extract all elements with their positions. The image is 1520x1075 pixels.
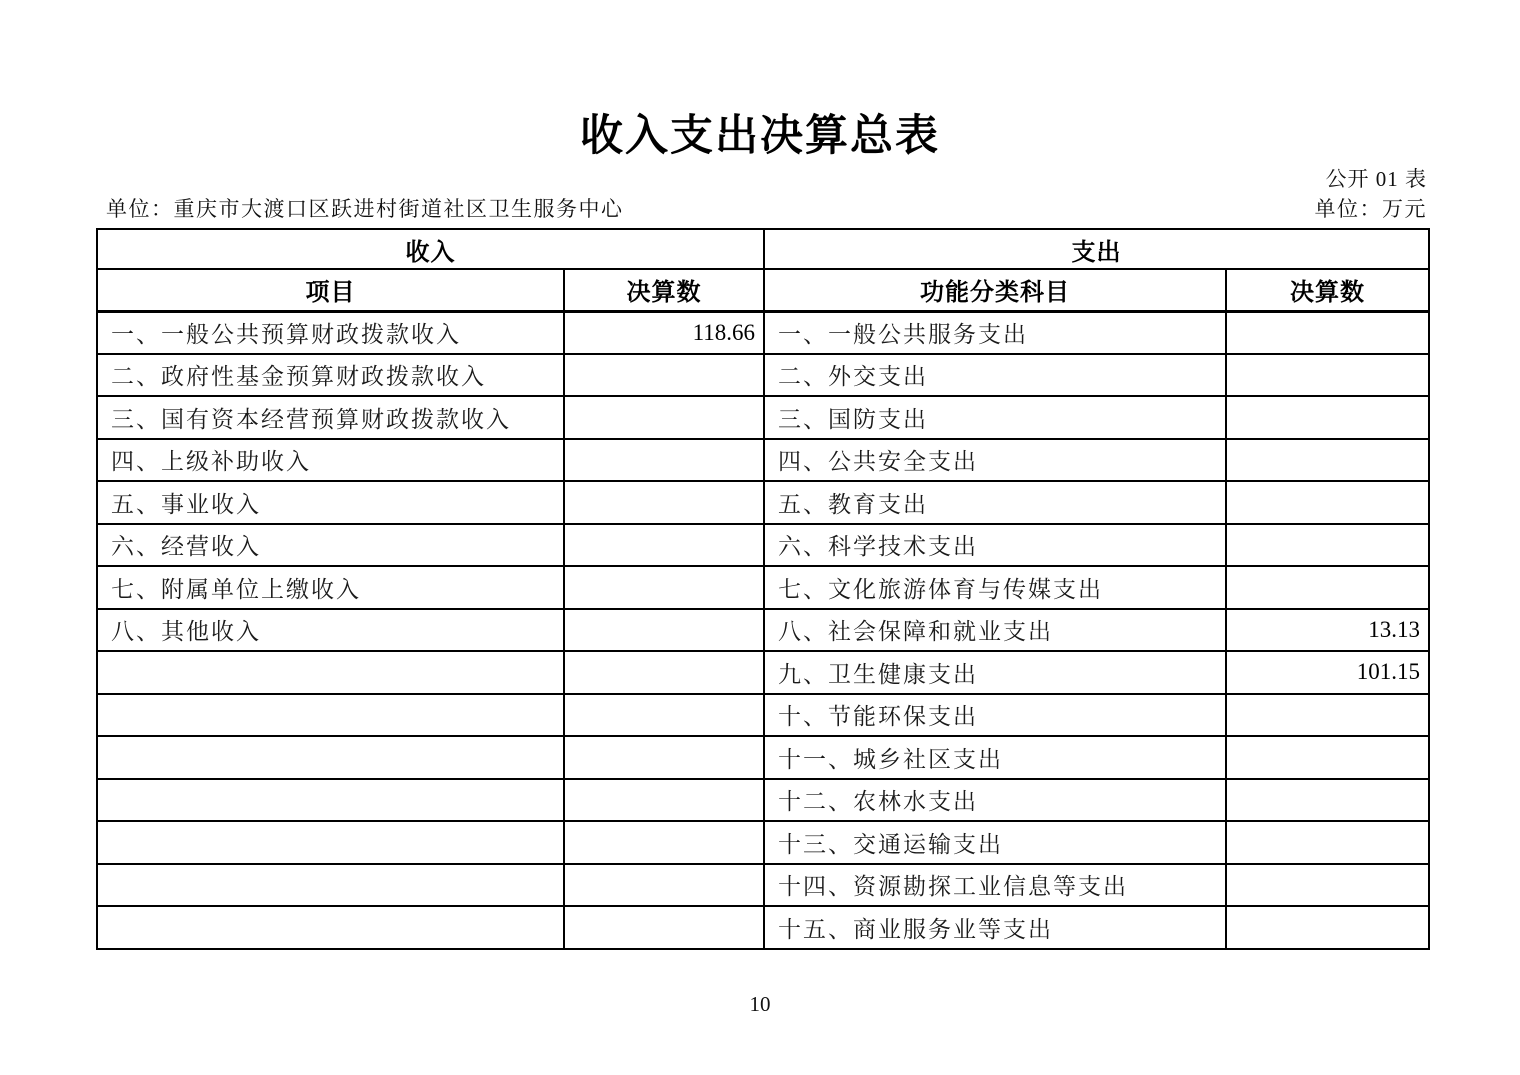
expense-amount-cell [1226, 396, 1429, 439]
unit-currency-right: 单位：万元 [1314, 197, 1427, 221]
income-amount-column-header: 决算数 [564, 269, 764, 311]
expense-section-header: 支出 [764, 229, 1429, 269]
table-row [97, 736, 1429, 779]
income-item-cell: 七、附属单位上缴收入 [97, 566, 564, 609]
table-row [97, 609, 1429, 652]
expense-item-cell: 七、文化旅游体育与传媒支出 [764, 566, 1226, 609]
income-amount-cell [564, 481, 764, 524]
expense-item-cell: 六、科学技术支出 [764, 524, 1226, 567]
income-item-cell [97, 736, 564, 779]
expense-item-cell: 十三、交通运输支出 [764, 821, 1226, 864]
income-item-cell: 一、一般公共预算财政拨款收入 [97, 311, 564, 354]
income-item-cell: 四、上级补助收入 [97, 439, 564, 482]
expense-item-cell: 一、一般公共服务支出 [764, 311, 1226, 354]
expense-item-cell: 十四、资源勘探工业信息等支出 [764, 864, 1226, 907]
income-item-column-header: 项目 [97, 269, 564, 311]
income-amount-cell [564, 439, 764, 482]
table-row [97, 481, 1429, 524]
table-row [97, 524, 1429, 567]
expense-item-cell: 八、社会保障和就业支出 [764, 609, 1226, 652]
expense-amount-cell [1226, 439, 1429, 482]
expense-item-cell: 九、卫生健康支出 [764, 651, 1226, 694]
table-row [97, 566, 1429, 609]
expense-item-cell: 十、节能环保支出 [764, 694, 1226, 737]
expense-amount-cell [1226, 524, 1429, 567]
expense-amount-cell [1226, 566, 1429, 609]
table-row [97, 439, 1429, 482]
table-row [97, 694, 1429, 737]
expense-amount-cell [1226, 821, 1429, 864]
unit-name-left: 单位：重庆市大渡口区跃进村街道社区卫生服务中心 [106, 197, 624, 221]
income-item-cell [97, 864, 564, 907]
expense-amount-cell [1226, 311, 1429, 354]
expense-amount-cell [1226, 779, 1429, 822]
expense-amount-cell: 101.15 [1226, 651, 1429, 694]
income-item-cell: 三、国有资本经营预算财政拨款收入 [97, 396, 564, 439]
income-section-header: 收入 [97, 229, 764, 269]
income-amount-cell [564, 694, 764, 737]
expense-amount-cell [1226, 694, 1429, 737]
expense-amount-cell [1226, 354, 1429, 397]
income-item-cell [97, 694, 564, 737]
income-amount-cell [564, 396, 764, 439]
expense-amount-column-header: 决算数 [1226, 269, 1429, 311]
expense-item-cell: 十一、城乡社区支出 [764, 736, 1226, 779]
table-row [97, 906, 1429, 949]
income-item-cell [97, 821, 564, 864]
income-amount-cell [564, 609, 764, 652]
column-header-row [97, 269, 1429, 311]
expense-item-cell: 十二、农林水支出 [764, 779, 1226, 822]
doc-form-label: 公开 01 表 [1325, 167, 1427, 191]
table-row [97, 821, 1429, 864]
income-amount-cell [564, 736, 764, 779]
page-title: 收入支出决算总表 [580, 112, 940, 160]
income-amount-cell [564, 821, 764, 864]
income-amount-cell [564, 354, 764, 397]
expense-amount-cell [1226, 864, 1429, 907]
expense-amount-cell [1226, 736, 1429, 779]
income-item-cell: 五、事业收入 [97, 481, 564, 524]
income-amount-cell [564, 779, 764, 822]
income-item-cell: 六、经营收入 [97, 524, 564, 567]
expense-amount-cell [1226, 481, 1429, 524]
income-item-cell [97, 779, 564, 822]
table-row [97, 864, 1429, 907]
expense-item-column-header: 功能分类科目 [764, 269, 1226, 311]
income-item-cell [97, 651, 564, 694]
income-amount-cell [564, 524, 764, 567]
expense-item-cell: 三、国防支出 [764, 396, 1226, 439]
expense-item-cell: 二、外交支出 [764, 354, 1226, 397]
expense-item-cell: 五、教育支出 [764, 481, 1226, 524]
table-body [97, 311, 1429, 949]
income-item-cell [97, 906, 564, 949]
table-row [97, 354, 1429, 397]
section-header-row [97, 229, 1429, 269]
income-amount-cell [564, 566, 764, 609]
expense-amount-cell [1226, 906, 1429, 949]
table-row [97, 651, 1429, 694]
unit-line [106, 193, 1427, 223]
budget-table [96, 228, 1430, 950]
table-row [97, 396, 1429, 439]
expense-amount-cell: 13.13 [1226, 609, 1429, 652]
income-item-cell: 八、其他收入 [97, 609, 564, 652]
income-amount-cell [564, 906, 764, 949]
page-number: 10 [749, 992, 771, 1016]
income-amount-cell [564, 864, 764, 907]
income-amount-cell: 118.66 [564, 311, 764, 354]
table-row [97, 311, 1429, 354]
income-amount-cell [564, 651, 764, 694]
expense-item-cell: 四、公共安全支出 [764, 439, 1226, 482]
table-row [97, 779, 1429, 822]
income-item-cell: 二、政府性基金预算财政拨款收入 [97, 354, 564, 397]
expense-item-cell: 十五、商业服务业等支出 [764, 906, 1226, 949]
